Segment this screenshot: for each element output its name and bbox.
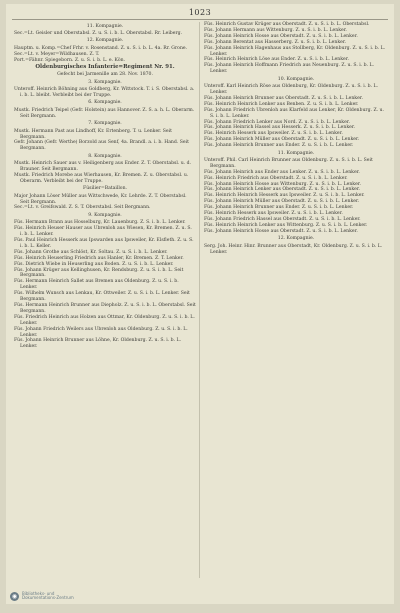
section-heading: 7. Kompagnie. xyxy=(88,121,122,127)
left-column xyxy=(14,22,196,350)
document-page xyxy=(6,4,394,604)
casualty-entry: Hauptm. u. Komp.=Chef Frhr. v. Rosenstand. Z. u. S. i. b. L. 4a. Rr. Grone. xyxy=(14,45,188,51)
casualty-entry: Füs. Paul Heinrich Hesserk aus Ipswarden aus Ipsweiler, Kr. Elsfleth. Z. u. S. i. b. L. Keller. xyxy=(14,238,194,249)
section-heading: 3. Kompagnie. xyxy=(88,79,122,85)
section-heading: Füsilier=Bataillon. xyxy=(83,186,127,192)
casualty-entry: Füs. Johann Friedrich Lenker aus Nord. Z. u. S. i. b. L. Lenker. xyxy=(204,119,350,125)
casualty-entry: Füs. Johann Heinrich Hosse aus Oberstadt. Z. u. S. i. b. L. Lenker. xyxy=(204,228,358,234)
casualty-entry: Füs. Johann Friedrich Hassel aus Oberstadt. Z. u. S. i. b. L. Lenker. xyxy=(204,217,361,222)
casualty-entry: Füs. Johann Heinrich aus Ender aus Lenker. Z. u. S. i. b. L. Lenker. xyxy=(204,169,360,175)
header-rule xyxy=(12,19,388,20)
battle-subheading: Gefecht bei Jarmenille am 28. Nov. 1870. xyxy=(57,72,153,78)
casualty-entry: Füs. Johann Heinrich Hosse aus Oberstadt. Z. u. S. i. b. L. Lenker. xyxy=(204,33,358,39)
casualty-entry: Mustk. Hermann Past aus Lindhoff, Kr. Ertenberg. T. u. Lenker. Seit Bergmann. xyxy=(14,128,172,140)
section-heading: 12. Kompagnie. xyxy=(86,38,124,44)
casualty-entry: Füs. Hermann Heinrich Brunner aus Diepholz. Z. u. S. i. b. L. Oberstabsl. Seit Bergmann. xyxy=(14,302,196,314)
casualty-entry: Füs. Johann Heinrich Hoffmann Friedrich aus Neuenburg. Z. u. S. i. b. L. Lenker. xyxy=(204,63,375,75)
casualty-entry: Füs. Johann Heinrich Hagenhaus aus Stollberg, Kr. Oldenburg. Z. u. S. i. b. L. Lenker. xyxy=(204,45,386,57)
casualty-entry: Füs. Heinrich Gustav Krüger aus Oberstadt. Z. u. S. i. b. L. Oberstabsl. xyxy=(204,22,370,27)
casualty-entry: Füs. Johann Heinrich Müller aus Oberstadt. Z. u. S. i. b. L. Lenker. xyxy=(204,137,360,143)
casualty-entry: Mustk. Friedrich Morebe aus Wierhausen, Kr. Bremen. Z. u. Oberstabsl. u. Oberarm. Verbleibt bei der Truppe. xyxy=(14,172,189,184)
regiment-heading: Oldenburgisches Infanterie=Regiment Nr. 91. xyxy=(35,63,175,70)
casualty-entry: Füs. Johann Berentat aus Hasserberg. Z. u. S. i. b. L. Lenker. xyxy=(204,39,346,45)
library-logo-icon: ◉ xyxy=(11,592,18,600)
library-watermark[interactable] xyxy=(10,592,74,601)
section-heading: 9. Kompagnie. xyxy=(88,212,122,218)
section-heading: 11. Kompagnie. xyxy=(277,150,315,156)
section-heading: 11. Kompagnie. xyxy=(86,23,124,29)
casualty-entry: Füs. Heinrich Heinrich Lenker aus Benben. Z. u. S. i. b. L. Lenker. xyxy=(204,101,359,107)
casualty-entry: Füs. Johann Heinrich Hosse aus Wittenburg. Z. u. S. i. b. L. Lenker. xyxy=(204,181,361,187)
casualty-entry: Füs. Friedrich Heinrich aus Holzen aus Ottmar, Kr. Oldenburg. Z. u. S. i. b. L. Lenker. xyxy=(14,314,195,326)
casualty-entry: Füs. Johann Hermann aus Wittenburg. Z. u. S. i. b. L. Lenker. xyxy=(204,27,347,33)
casualty-entry: Sec.=Lt. v. Greifswald. Z. S. T. Oberstabsl. Seit Bergmann. xyxy=(14,205,151,211)
casualty-entry: Füs. Johann Krüger aus Kellinghusen, Kr. Rendsburg. Z. u. S. i. b. L. Seit Bergmann. xyxy=(14,267,184,279)
casualty-entry: Füs. Johann Heinrich Brunner aus Ender. Z. u. S. i. b. L. Lenker. xyxy=(204,205,354,211)
casualty-entry: Füs. Heinrich Hesserk aus Ipsweiler. Z. u. S. i. b. L. Lenker. xyxy=(204,211,343,217)
casualty-entry: Port.=Fähnr. Spiegeborn. Z. u. S. i. b. L. e. Kön. xyxy=(14,57,126,63)
casualty-entry: Unteroff. Karl Heinrich Röse aus Oldenburg, Kr. Oldenburg. Z. u. S. i. b. L. Lenker. xyxy=(204,84,378,95)
casualty-entry: Füs. Johann Heinrich Brunner aus Oberstadt. Z. u. S. i. b. L. Lenker. xyxy=(204,95,363,101)
casualty-entry: Füs. Johann Heinrich Müller aus Oberstadt. Z. u. S. i. b. L. Lenker. xyxy=(204,199,360,205)
column-divider xyxy=(199,22,200,578)
watermark-line-2: Dokumentations-Zentrum xyxy=(22,595,74,601)
casualty-entry: Füs. Heinrich Heuser Hauser aus Ubrenloh aus Wiesen, Kr. Bremen. Z. u. S. i. b. L. Lenker. xyxy=(14,226,192,238)
watermark-text xyxy=(22,592,74,601)
casualty-entry: Füs. Heinrich Heinrich Löse aus Ender. Z. u. S. i. b. L. Lenker. xyxy=(204,57,349,63)
casualty-entry: Serg. Joh. Heinr. Hinr. Brunner aus Oberstadt, Kr. Oldenburg. Z. u. S. i. b. L. Lenker. xyxy=(204,243,383,255)
casualty-entry: Major Johann Löser Müller aus Wittschwede, Kr. Lehrde. Z. T. Oberstabsl. Seit Bergmann. xyxy=(14,193,187,205)
casualty-entry: Füs. Heinrich Heinrich Hesserk aus Ipsweiler. Z. u. S. i. b. L. Lenker. xyxy=(204,193,365,199)
casualty-entry: Mustk. Friedrich Teipel (Gefr. Holstein) aus Hannover. Z. S. a. h. L. Oberarm. Seit Bergmann. xyxy=(14,107,195,119)
casualty-entry: Unteroff. Heinrich Böhning aus Goldberg, Kr. Wittstock. T. i. S. Oberstabsl. a. i. b. L. bleibt. Verbleibt bei der Truppe. xyxy=(14,87,195,99)
casualty-entry: Füs. Heinrich Heuserling Friedrich aus Hanler, Kr. Bremen. Z. T. Lenker. xyxy=(14,255,184,261)
section-heading: 6. Kompagnie. xyxy=(88,100,122,106)
casualty-entry: Füs. Heinrich Hesserk aus Ipsweiler. Z. u. S. i. b. L. Lenker. xyxy=(204,131,343,137)
right-column xyxy=(204,22,388,255)
casualty-entry: Füs. Johann Heinrich Lenker aus Oberstadt. Z. u. S. i. b. L. Lenker. xyxy=(204,187,361,193)
casualty-entry: Gefr. Johann (Gefr. Werthe) Borzold aus Senf, 4a. Brandl. a. i. b. Hand. Seit Bergmann. xyxy=(14,140,189,152)
casualty-entry: Füs. Hermann Brann aus Hosselburg, Kr. Lauenburg. Z. S. i. b. L. Lenker. xyxy=(14,220,186,226)
casualty-entry: Füs. Hermann Heinrich Sallet aus Bremen aus Oldenburg. Z. u. S. i. b. Lenker. xyxy=(14,279,179,291)
casualty-entry: Füs. Heinrich Heinrich Lenker aus Wittenburg. Z. u. S. i. b. L. Lenker. xyxy=(204,222,368,228)
casualty-entry: Sec.=Lt. Geisler und Oberstabsl. Z. u. S. i. b. L. Oberstabsl. Rr. Leiberg. xyxy=(14,30,183,36)
casualty-entry: Mustk. Heinrich Sauer aus v. Heiligenberg aus Ender. Z. T. Oberstabsl. u. d. Brauner. Seit Bergmann. xyxy=(14,161,192,173)
casualty-entry: Füs. Dietrich Wiebe in Heuserling aus Boden. Z. u. S. i. b. L. Lenker. xyxy=(14,261,174,267)
casualty-entry: Füs. Johann Heinrich Brunner aus Ender. Z. u. S. i. b. L. Lenker. xyxy=(204,143,354,149)
casualty-entry: Füs. Wilhelm Wunsch aus Lenkau, Kr. Ottweiler. Z. u. S. i. b. L. Lenker. Seit Bergmann. xyxy=(14,291,190,303)
section-heading: 12. Kompagnie. xyxy=(277,236,315,242)
casualty-entry: Füs. Johann Heinrich Brunner aus Löhne, Kr. Oldenburg. Z. u. S. i. b. L. Lenker. xyxy=(14,338,182,350)
casualty-entry: Füs. Johann Heinrich Hassel aus Hesserk. Z. u. S. i. b. L. Lenker. xyxy=(204,125,356,131)
casualty-entry: Füs. Johann Grothe aus Schlöst, Kr. Soltau. Z. u. S. i. b. L. Lenker. xyxy=(14,249,168,255)
watermark-line-1: Bibliotheks- und xyxy=(22,590,55,596)
casualty-entry: Unteroff. Phil. Carl Heinrich Brunner aus Oldenburg. Z. u. S. i. b. L. Seit Bergmann. xyxy=(204,157,373,169)
casualty-entry: Füs. Heinrich Friedrich aus Oberstadt. Z. u. S. i. b. L. Lenker. xyxy=(204,175,348,181)
section-heading: 8. Kompagnie. xyxy=(88,153,122,159)
section-heading: 10. Kompagnie. xyxy=(277,76,315,82)
casualty-entry: Sec.=Lt. v. Meyer=Wildhausen. Z. T. xyxy=(14,51,100,57)
casualty-entry: Füs. Johann Friedrich Weilers aus Ubrenloh aus Oldenburg. Z. u. S. i. b. L. Lenker. xyxy=(14,326,188,338)
casualty-entry: Füs. Johann Friedrich Ubrenloh aus Klarfeld aus Lenker, Kr. Oldenburg. Z. u. S. i. b. L. Lenker. xyxy=(204,107,384,119)
page-number: 1023 xyxy=(188,8,212,17)
